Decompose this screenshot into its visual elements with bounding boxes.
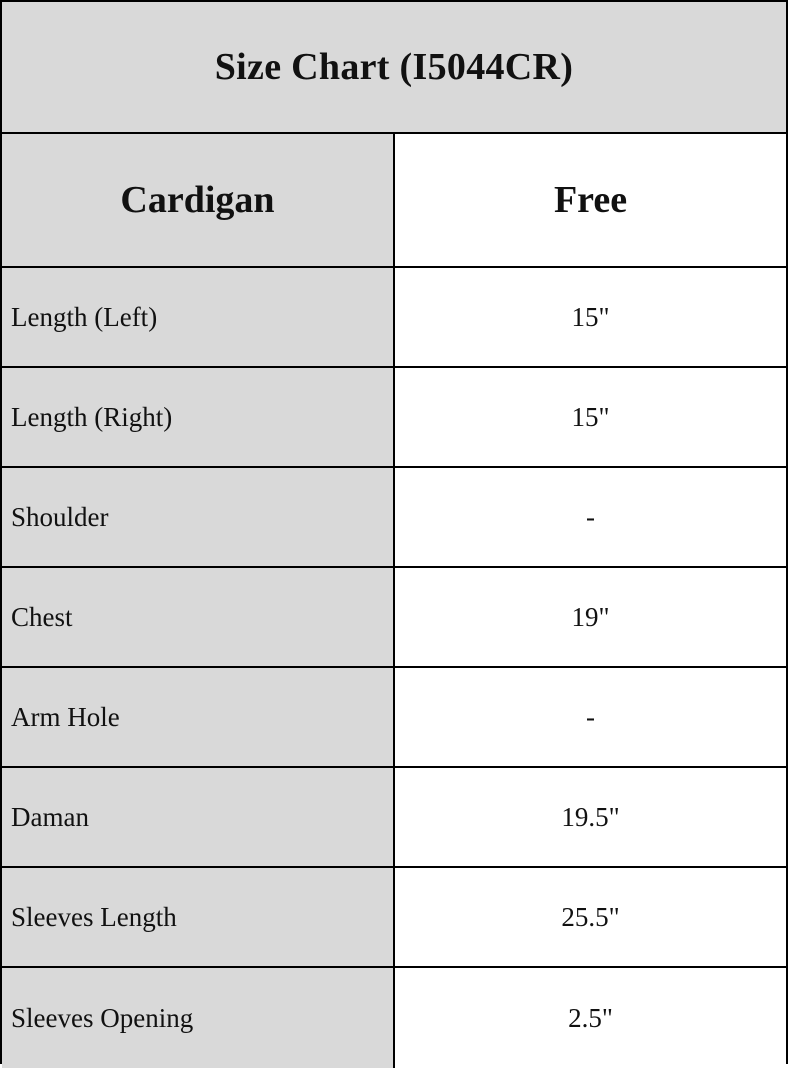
table-row	[2, 268, 786, 368]
row-label: Sleeves Opening	[2, 968, 395, 1068]
row-value: 19"	[395, 568, 786, 666]
table-row	[2, 368, 786, 468]
table-row	[2, 768, 786, 868]
row-label: Sleeves Length	[2, 868, 395, 966]
page-title: Size Chart (I5044CR)	[2, 2, 786, 134]
row-label: Length (Left)	[2, 268, 395, 366]
table-row	[2, 968, 786, 1068]
row-label: Length (Right)	[2, 368, 395, 466]
column-header-size: Free	[395, 134, 786, 266]
row-value: 25.5"	[395, 868, 786, 966]
table-row	[2, 468, 786, 568]
row-label: Shoulder	[2, 468, 395, 566]
row-value: 15"	[395, 268, 786, 366]
row-value: -	[395, 468, 786, 566]
size-chart-table	[2, 134, 786, 1068]
row-value: 19.5"	[395, 768, 786, 866]
row-label: Daman	[2, 768, 395, 866]
row-value: -	[395, 668, 786, 766]
row-value: 15"	[395, 368, 786, 466]
row-label: Arm Hole	[2, 668, 395, 766]
row-label: Chest	[2, 568, 395, 666]
table-row	[2, 568, 786, 668]
column-header-category: Cardigan	[2, 134, 395, 266]
table-row	[2, 668, 786, 768]
table-header-row	[2, 134, 786, 268]
row-value: 2.5"	[395, 968, 786, 1068]
table-row	[2, 868, 786, 968]
